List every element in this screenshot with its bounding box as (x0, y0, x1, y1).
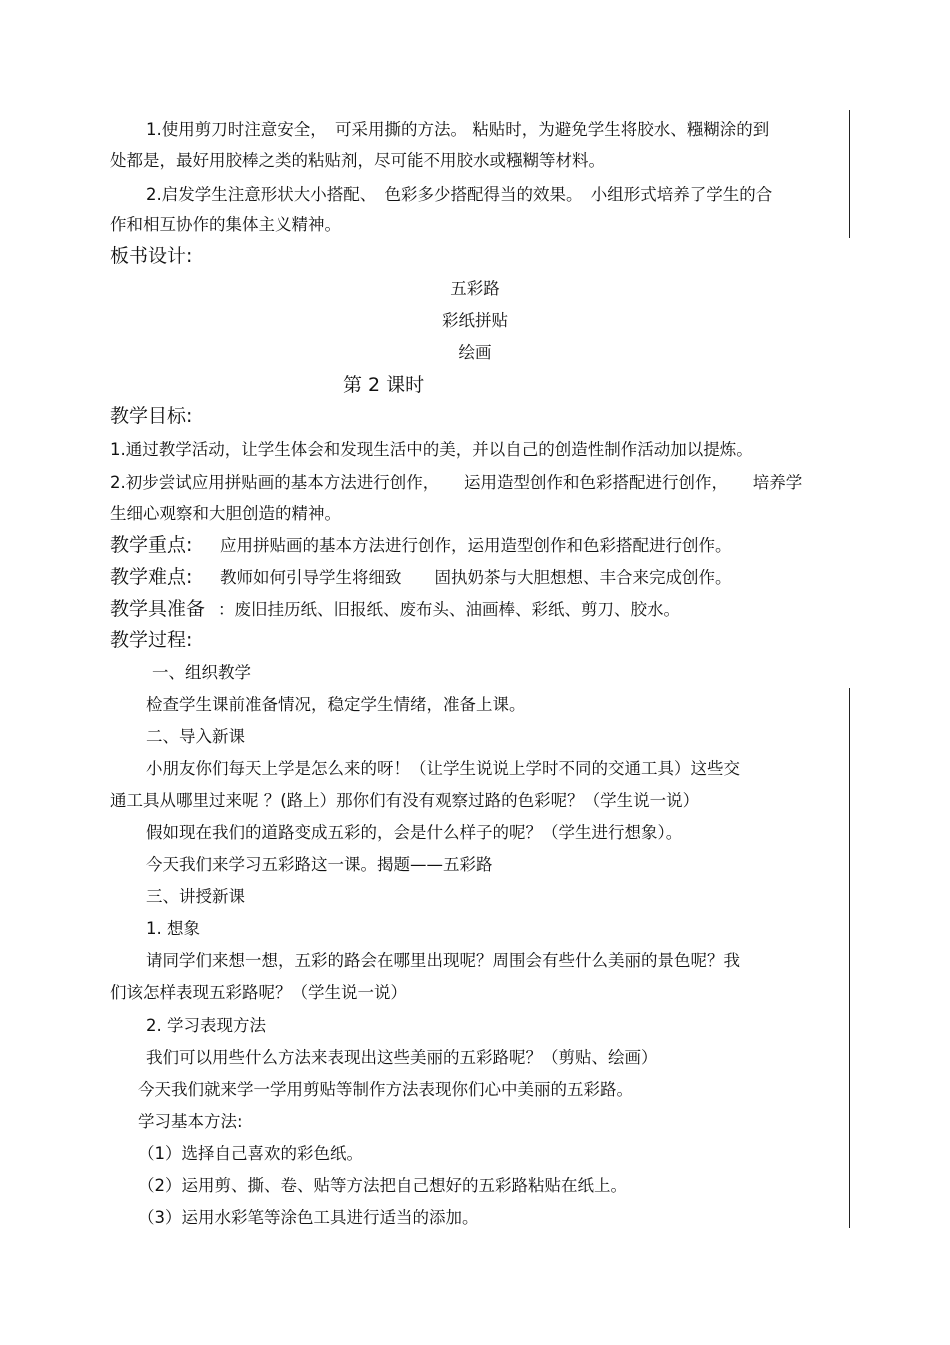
note-line: 1.使用剪刀时注意安全， 可采用撕的方法。 粘贴时，为避免学生将胶水、糨糊涂的到 (146, 120, 770, 139)
process-line: 三、讲授新课 (146, 887, 245, 906)
margin-rule-bottom (849, 688, 850, 1228)
difficulty-label: 教学难点: (110, 566, 193, 588)
process-line: 1. 想象 (146, 919, 200, 938)
process-line: （2）运用剪、撕、卷、贴等方法把自己想好的五彩路粘贴在纸上。 (138, 1176, 627, 1195)
objective-line: 1.通过教学活动，让学生体会和发现生活中的美，并以自己的创造性制作活动加以提炼。 (110, 440, 753, 459)
key-point-label: 教学重点: (110, 534, 193, 556)
process-line: 今天我们就来学一学用剪贴等制作方法表现你们心中美丽的五彩路。 (138, 1080, 633, 1099)
process-line: 今天我们来学习五彩路这一课。揭题——五彩路 (146, 855, 493, 874)
board-line: 绘画 (458, 343, 492, 362)
materials-text: ：废旧挂历纸、旧报纸、废布头、油画棒、彩纸、剪刀、胶水。 (218, 600, 680, 619)
note-line: 处都是，最好用胶棒之类的粘贴剂，尽可能不用胶水或糨糊等材料。 (110, 151, 605, 170)
process-line: 一、组织教学 (152, 663, 251, 682)
process-line: 检查学生课前准备情况，稳定学生情绪，准备上课。 (146, 695, 526, 714)
lesson-title: 第 2 课时 (343, 374, 425, 396)
process-line: 我们可以用些什么方法来表现出这些美丽的五彩路呢？（剪贴、绘画） (146, 1048, 658, 1067)
board-line: 彩纸拼贴 (442, 311, 508, 330)
process-line: 学习基本方法: (138, 1112, 243, 1131)
process-line: （3）运用水彩笔等涂色工具进行适当的添加。 (138, 1208, 479, 1227)
process-line: 们该怎样表现五彩路呢？（学生说一说） (110, 983, 407, 1002)
process-line: 通工具从哪里过来呢 ？(路上）那你们有没有观察过路的色彩呢？（学生说一说） (110, 791, 700, 810)
note-line: 2.启发学生注意形状大小搭配、 色彩多少搭配得当的效果。 小组形式培养了学生的合 (146, 185, 773, 204)
objective-line: 生细心观察和大胆创造的精神。 (110, 504, 341, 523)
margin-rule-top (849, 110, 850, 238)
process-line: 二、导入新课 (146, 727, 245, 746)
difficulty-text: 教师如何引导学生将细致 固执奶茶与大胆想想、丰合来完成创作。 (220, 568, 732, 587)
key-point-text: 应用拼贴画的基本方法进行创作，运用造型创作和色彩搭配进行创作。 (220, 536, 732, 555)
process-heading: 教学过程: (110, 629, 193, 651)
process-line: 2. 学习表现方法 (146, 1016, 266, 1035)
process-line: 请同学们来想一想，五彩的路会在哪里出现呢？周围会有些什么美丽的景色呢？我 (146, 951, 740, 970)
process-line: 小朋友你们每天上学是怎么来的呀！（让学生说说上学时不同的交通工具）这些交 (146, 759, 740, 778)
board-heading: 板书设计: (110, 245, 193, 267)
objective-line: 2.初步尝试应用拼贴画的基本方法进行创作， 运用造型创作和色彩搭配进行创作， 培养学 (110, 473, 803, 492)
materials-label: 教学具准备 (110, 598, 206, 620)
process-line: （1）选择自己喜欢的彩色纸。 (138, 1144, 363, 1163)
process-line: 假如现在我们的道路变成五彩的，会是什么样子的呢？（学生进行想象）。 (146, 823, 683, 842)
board-line: 五彩路 (450, 279, 500, 298)
note-line: 作和相互协作的集体主义精神。 (110, 215, 341, 234)
objectives-heading: 教学目标: (110, 405, 193, 427)
